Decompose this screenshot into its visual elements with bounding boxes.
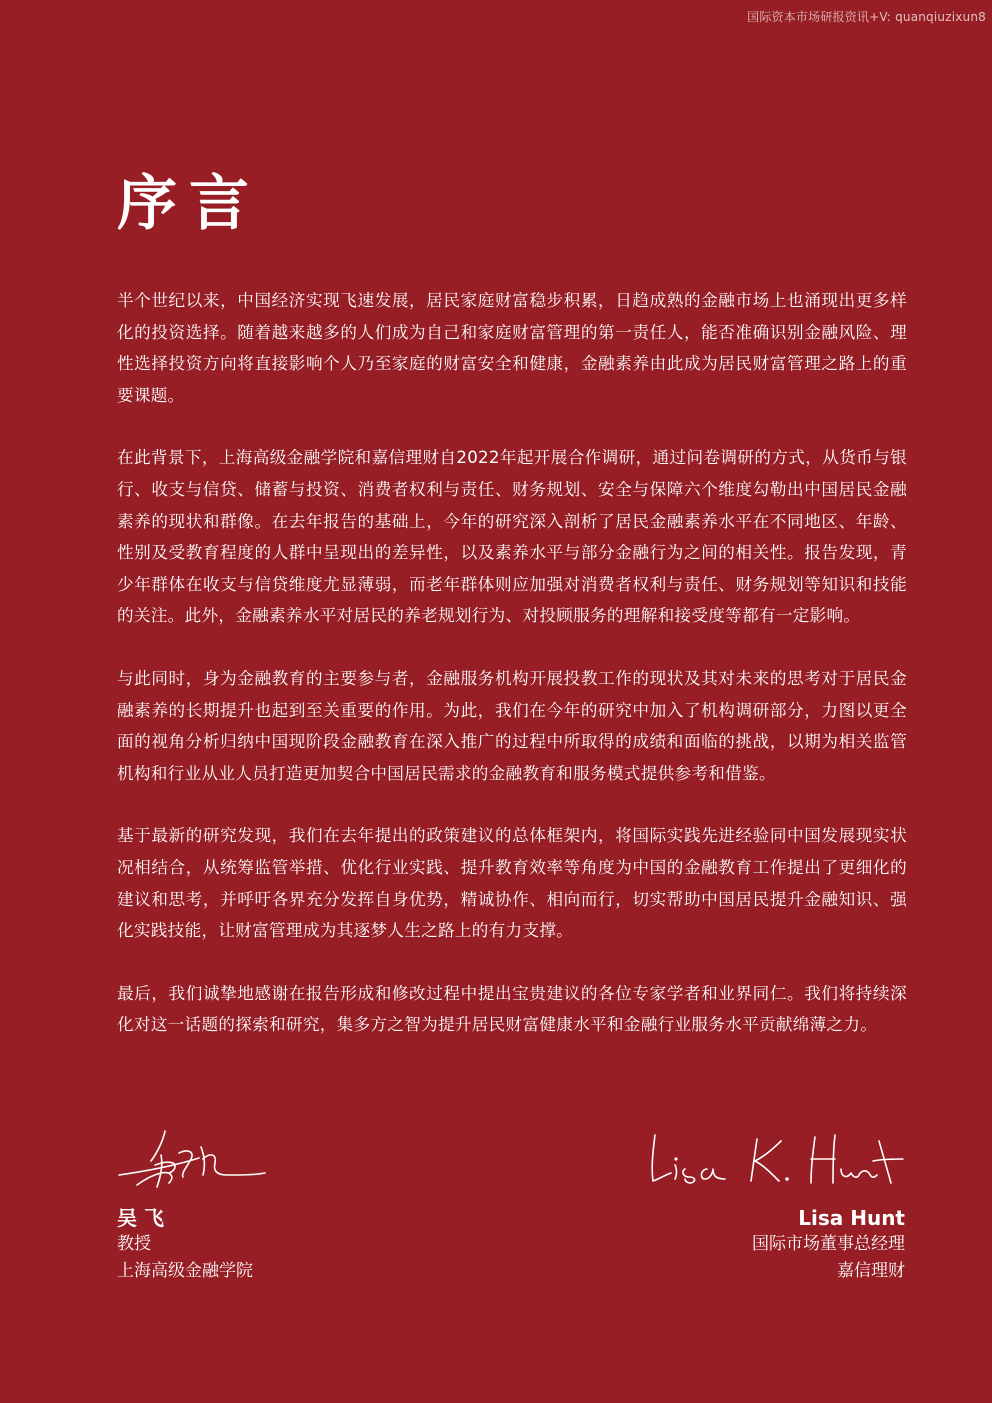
signer-org-right: 嘉信理财: [837, 1261, 905, 1281]
preface-body: [117, 285, 907, 1072]
handwritten-signature-wu-fei: [117, 1125, 267, 1195]
signer-name-right: Lisa Hunt: [798, 1206, 905, 1230]
signer-block-right: [565, 1125, 905, 1285]
paragraph-2: 在此背景下，上海高级金融学院和嘉信理财自2022年起开展合作调研，通过问卷调研的方式，从货币与银行、收支与信贷、储蓄与投资、消费者权利与责任、财务规划、安全与保障六个维度勾勒出中国居民金融素养的现状和群像。在去年报告的基础上，今年的研究深入剖析了居民金融素养水平在不同地区、年龄、性别及受教育程度的人群中呈现出的差异性，以及素养水平与部分金融行为之间的相关性。报告发现，青少年群体在收支与信贷维度尤显薄弱，而老年群体则应加强对消费者权利与责任、财务规划等知识和技能的关注。此外，金融素养水平对居民的养老规划行为、对投顾服务的理解和接受度等都有一定影响。: [117, 448, 907, 626]
paragraph-5: 最后，我们诚挚地感谢在报告形成和修改过程中提出宝贵建议的各位专家学者和业界同仁。我们将持续深化对这一话题的探索和研究，集多方之智为提升居民财富健康水平和金融行业服务水平贡献绵薄之力。: [117, 983, 907, 1035]
paragraph-4: 基于最新的研究发现，我们在去年提出的政策建议的总体框架内，将国际实践先进经验同中国发展现实状况相结合，从统筹监管举措、优化行业实践、提升教育效率等角度为中国的金融教育工作提出了更细化的建议和思考，并呼吁各界充分发挥自身优势，精诚协作、相向而行，切实帮助中国居民提升金融知识、强化实践技能，让财富管理成为其逐梦人生之路上的有力支撑。: [117, 826, 907, 941]
signer-org-left: 上海高级金融学院: [117, 1261, 253, 1281]
signer-role-right: 国际市场董事总经理: [752, 1234, 905, 1254]
signer-role-left: 教授: [117, 1234, 151, 1254]
signer-name-left: 吴 飞: [117, 1206, 164, 1230]
paragraph-1: 半个世纪以来，中国经济实现飞速发展，居民家庭财富稳步积累，日趋成熟的金融市场上也涌现出更多样化的投资选择。随着越来越多的人们成为自己和家庭财富管理的第一责任人，能否准确识别金融风险、理性选择投资方向将直接影响个人乃至家庭的财富安全和健康，金融素养由此成为居民财富管理之路上的重要课题。: [117, 291, 907, 405]
signer-block-left: [117, 1125, 457, 1285]
handwritten-signature-lisa-hunt: [645, 1125, 905, 1195]
page-title: 序言: [117, 169, 261, 239]
watermark-text: 国际资本市场研报资讯+V: quanqiuzixun8: [747, 10, 986, 24]
paragraph-3: 与此同时，身为金融教育的主要参与者，金融服务机构开展投教工作的现状及其对未来的思考对于居民金融素养的长期提升也起到至关重要的作用。为此，我们在今年的研究中加入了机构调研部分，力图以更全面的视角分析归纳中国现阶段金融教育在深入推广的过程中所取得的成绩和面临的挑战，以期为相关监管机构和行业从业人员打造更加契合中国居民需求的金融教育和服务模式提供参考和借鉴。: [117, 668, 907, 783]
